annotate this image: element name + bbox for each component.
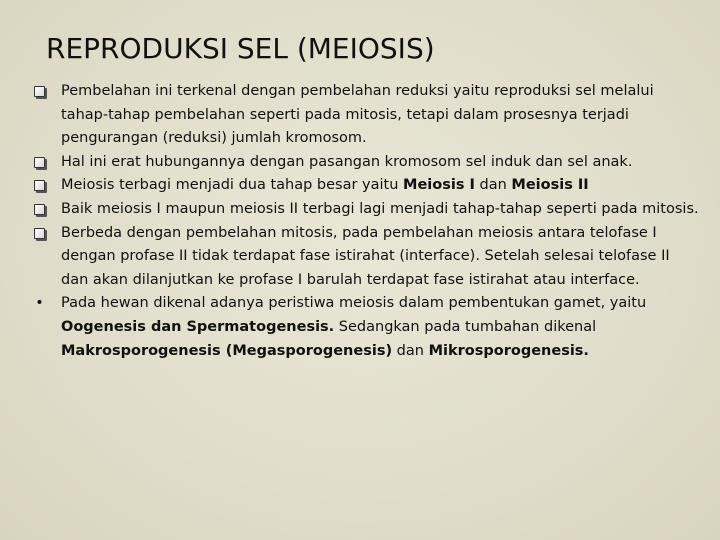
- bullet-text: Hal ini erat hubungannya dengan pasangan kromosom sel induk dan sel anak.: [61, 153, 633, 170]
- bold-term: Oogenesis dan Spermatogenesis.: [61, 318, 335, 335]
- bullet-text-part: Meiosis terbagi menjadi dua tahap besar yaitu: [61, 177, 404, 194]
- square-checkbox-icon: [34, 86, 45, 97]
- square-checkbox-icon: [34, 180, 45, 191]
- list-item: [34, 151, 699, 175]
- list-item: [34, 292, 699, 363]
- bullet-list: [34, 80, 699, 363]
- bold-term: Mikrosporogenesis.: [428, 342, 589, 359]
- list-item: [34, 222, 699, 293]
- bold-term: Makrosporogenesis (Megasporogenesis): [61, 342, 393, 359]
- bullet-text: Pembelahan ini terkenal dengan pembelahan reduksi yaitu reproduksi sel melalui tahap-tahap pembelahan seperti pada mitosis, tetapi dalam prosesnya terjadi pengurangan (reduksi) jumlah kromosom.: [61, 83, 654, 147]
- bold-term: Meiosis II: [511, 177, 589, 194]
- square-checkbox-icon: [34, 157, 45, 168]
- slide-title: REPRODUKSI SEL (MEIOSIS): [46, 32, 435, 65]
- bullet-text: Berbeda dengan pembelahan mitosis, pada pembelahan meiosis antara telofase I dengan profase II tidak terdapat fase istirahat (interface). Setelah selesai telofase II dan akan dilanjutkan ke profase I barulah terdapat fase istirahat atau interface.: [61, 224, 670, 288]
- square-checkbox-icon: [34, 204, 45, 215]
- bullet-text-part: Pada hewan dikenal adanya peristiwa meiosis dalam pembentukan gamet, yaitu: [61, 295, 647, 312]
- list-item: [34, 80, 699, 151]
- list-item: [34, 198, 699, 222]
- bold-term: Meiosis I: [403, 177, 475, 194]
- square-checkbox-icon: [34, 228, 45, 239]
- bullet-text-part: Sedangkan pada tumbahan dikenal: [334, 318, 597, 335]
- bullet-text: Baik meiosis I maupun meiosis II terbagi lagi menjadi tahap-tahap seperti pada mitosis.: [61, 200, 699, 217]
- list-item: [34, 174, 699, 198]
- bullet-text-part: dan: [474, 177, 512, 194]
- round-bullet-icon: •: [35, 295, 44, 312]
- bullet-text-part: dan: [392, 342, 429, 359]
